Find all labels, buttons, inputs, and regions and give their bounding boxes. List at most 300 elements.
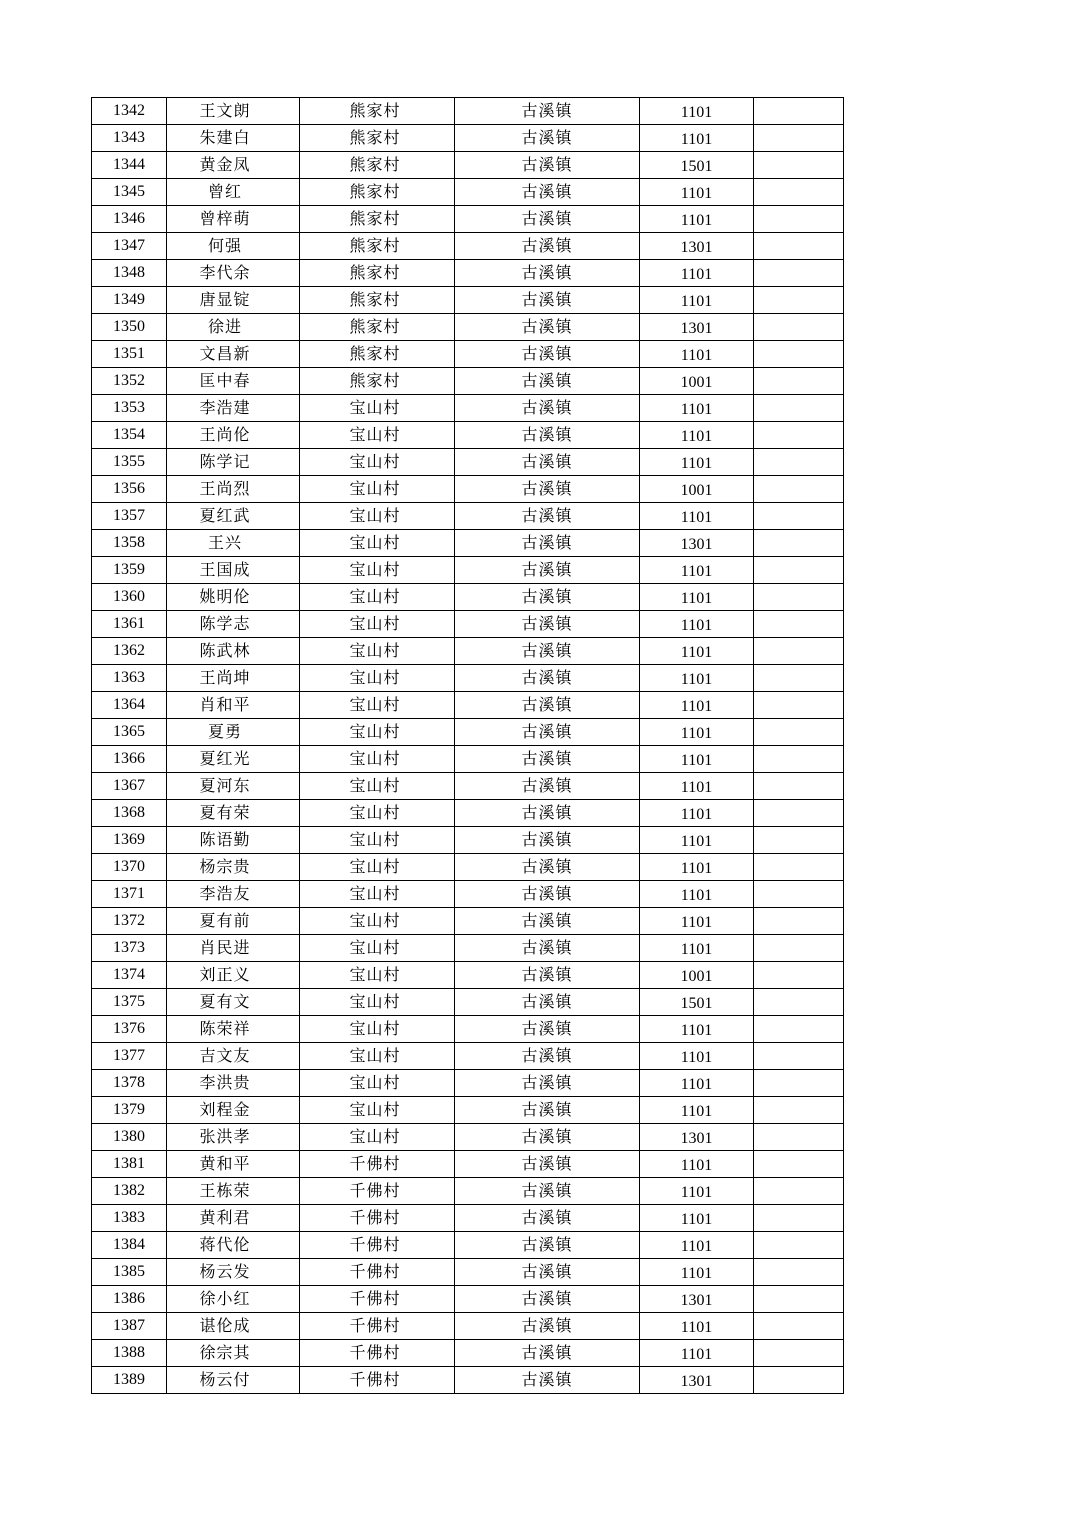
note-cell [754, 611, 844, 638]
town-cell: 古溪镇 [455, 287, 640, 314]
town-cell: 古溪镇 [455, 638, 640, 665]
code-cell: 1101 [640, 98, 754, 125]
table-row [92, 1232, 844, 1259]
person-name-cell: 杨云付 [167, 1367, 300, 1394]
code-cell: 1101 [640, 638, 754, 665]
code-cell: 1101 [640, 827, 754, 854]
note-cell [754, 1124, 844, 1151]
town-cell: 古溪镇 [455, 935, 640, 962]
village-cell: 宝山村 [300, 854, 455, 881]
village-cell: 宝山村 [300, 1097, 455, 1124]
note-cell [754, 908, 844, 935]
village-cell: 宝山村 [300, 827, 455, 854]
table-row [92, 260, 844, 287]
record-number-cell: 1372 [92, 908, 167, 935]
note-cell [754, 314, 844, 341]
record-number-cell: 1383 [92, 1205, 167, 1232]
note-cell [754, 1340, 844, 1367]
person-name-cell: 黄金凤 [167, 152, 300, 179]
person-name-cell: 陈荣祥 [167, 1016, 300, 1043]
town-cell: 古溪镇 [455, 1016, 640, 1043]
record-number-cell: 1374 [92, 962, 167, 989]
record-number-cell: 1380 [92, 1124, 167, 1151]
village-cell: 熊家村 [300, 206, 455, 233]
note-cell [754, 233, 844, 260]
record-number-cell: 1360 [92, 584, 167, 611]
person-name-cell: 王文朗 [167, 98, 300, 125]
person-name-cell: 王国成 [167, 557, 300, 584]
note-cell [754, 827, 844, 854]
code-cell: 1101 [640, 1016, 754, 1043]
note-cell [754, 1232, 844, 1259]
village-cell: 宝山村 [300, 746, 455, 773]
town-cell: 古溪镇 [455, 233, 640, 260]
note-cell [754, 1367, 844, 1394]
note-cell [754, 800, 844, 827]
code-cell: 1101 [640, 692, 754, 719]
table-row [92, 638, 844, 665]
code-cell: 1301 [640, 314, 754, 341]
table-row [92, 368, 844, 395]
person-name-cell: 徐小红 [167, 1286, 300, 1313]
table-row [92, 1016, 844, 1043]
person-name-cell: 朱建白 [167, 125, 300, 152]
note-cell [754, 206, 844, 233]
town-cell: 古溪镇 [455, 908, 640, 935]
note-cell [754, 1151, 844, 1178]
note-cell [754, 1205, 844, 1232]
town-cell: 古溪镇 [455, 1205, 640, 1232]
town-cell: 古溪镇 [455, 179, 640, 206]
village-cell: 宝山村 [300, 935, 455, 962]
note-cell [754, 287, 844, 314]
code-cell: 1301 [640, 1286, 754, 1313]
note-cell [754, 125, 844, 152]
records-table [91, 97, 844, 1394]
note-cell [754, 1178, 844, 1205]
code-cell: 1101 [640, 665, 754, 692]
town-cell: 古溪镇 [455, 1124, 640, 1151]
person-name-cell: 夏有文 [167, 989, 300, 1016]
village-cell: 宝山村 [300, 1043, 455, 1070]
village-cell: 宝山村 [300, 503, 455, 530]
town-cell: 古溪镇 [455, 611, 640, 638]
table-row [92, 935, 844, 962]
table-row [92, 449, 844, 476]
village-cell: 宝山村 [300, 692, 455, 719]
town-cell: 古溪镇 [455, 395, 640, 422]
note-cell [754, 98, 844, 125]
town-cell: 古溪镇 [455, 1151, 640, 1178]
table-row [92, 854, 844, 881]
record-number-cell: 1373 [92, 935, 167, 962]
code-cell: 1101 [640, 260, 754, 287]
table-row [92, 908, 844, 935]
town-cell: 古溪镇 [455, 962, 640, 989]
town-cell: 古溪镇 [455, 1286, 640, 1313]
code-cell: 1101 [640, 1043, 754, 1070]
village-cell: 宝山村 [300, 422, 455, 449]
town-cell: 古溪镇 [455, 503, 640, 530]
person-name-cell: 张洪孝 [167, 1124, 300, 1151]
note-cell [754, 584, 844, 611]
person-name-cell: 姚明伦 [167, 584, 300, 611]
table-row [92, 1097, 844, 1124]
village-cell: 千佛村 [300, 1205, 455, 1232]
code-cell: 1101 [640, 800, 754, 827]
table-row [92, 1151, 844, 1178]
code-cell: 1101 [640, 1259, 754, 1286]
code-cell: 1301 [640, 233, 754, 260]
person-name-cell: 徐宗其 [167, 1340, 300, 1367]
note-cell [754, 881, 844, 908]
record-number-cell: 1354 [92, 422, 167, 449]
code-cell: 1101 [640, 1097, 754, 1124]
code-cell: 1101 [640, 908, 754, 935]
record-number-cell: 1361 [92, 611, 167, 638]
person-name-cell: 李代余 [167, 260, 300, 287]
village-cell: 宝山村 [300, 1070, 455, 1097]
note-cell [754, 962, 844, 989]
record-number-cell: 1381 [92, 1151, 167, 1178]
town-cell: 古溪镇 [455, 368, 640, 395]
code-cell: 1101 [640, 206, 754, 233]
town-cell: 古溪镇 [455, 989, 640, 1016]
village-cell: 宝山村 [300, 1016, 455, 1043]
record-number-cell: 1379 [92, 1097, 167, 1124]
table-row [92, 1070, 844, 1097]
code-cell: 1101 [640, 1205, 754, 1232]
table-row [92, 1340, 844, 1367]
person-name-cell: 夏勇 [167, 719, 300, 746]
table-row [92, 476, 844, 503]
town-cell: 古溪镇 [455, 1232, 640, 1259]
village-cell: 千佛村 [300, 1178, 455, 1205]
record-number-cell: 1342 [92, 98, 167, 125]
code-cell: 1101 [640, 935, 754, 962]
table-row [92, 1259, 844, 1286]
record-number-cell: 1382 [92, 1178, 167, 1205]
record-number-cell: 1366 [92, 746, 167, 773]
record-number-cell: 1350 [92, 314, 167, 341]
village-cell: 熊家村 [300, 260, 455, 287]
person-name-cell: 何强 [167, 233, 300, 260]
person-name-cell: 陈武林 [167, 638, 300, 665]
person-name-cell: 夏有荣 [167, 800, 300, 827]
note-cell [754, 503, 844, 530]
person-name-cell: 吉文友 [167, 1043, 300, 1070]
table-row [92, 989, 844, 1016]
record-number-cell: 1359 [92, 557, 167, 584]
record-number-cell: 1353 [92, 395, 167, 422]
person-name-cell: 李浩建 [167, 395, 300, 422]
table-row [92, 1205, 844, 1232]
record-number-cell: 1344 [92, 152, 167, 179]
village-cell: 宝山村 [300, 773, 455, 800]
town-cell: 古溪镇 [455, 665, 640, 692]
village-cell: 熊家村 [300, 152, 455, 179]
record-number-cell: 1388 [92, 1340, 167, 1367]
code-cell: 1101 [640, 881, 754, 908]
table-row [92, 98, 844, 125]
town-cell: 古溪镇 [455, 206, 640, 233]
table-row [92, 692, 844, 719]
village-cell: 熊家村 [300, 368, 455, 395]
code-cell: 1101 [640, 746, 754, 773]
person-name-cell: 夏有前 [167, 908, 300, 935]
village-cell: 宝山村 [300, 800, 455, 827]
village-cell: 宝山村 [300, 1124, 455, 1151]
person-name-cell: 夏红武 [167, 503, 300, 530]
town-cell: 古溪镇 [455, 422, 640, 449]
table-row [92, 800, 844, 827]
code-cell: 1101 [640, 557, 754, 584]
code-cell: 1001 [640, 368, 754, 395]
town-cell: 古溪镇 [455, 827, 640, 854]
note-cell [754, 422, 844, 449]
village-cell: 宝山村 [300, 881, 455, 908]
person-name-cell: 刘正义 [167, 962, 300, 989]
note-cell [754, 692, 844, 719]
person-name-cell: 匡中春 [167, 368, 300, 395]
note-cell [754, 152, 844, 179]
code-cell: 1101 [640, 1313, 754, 1340]
town-cell: 古溪镇 [455, 341, 640, 368]
record-number-cell: 1355 [92, 449, 167, 476]
person-name-cell: 夏红光 [167, 746, 300, 773]
record-number-cell: 1348 [92, 260, 167, 287]
person-name-cell: 肖和平 [167, 692, 300, 719]
note-cell [754, 1097, 844, 1124]
village-cell: 千佛村 [300, 1313, 455, 1340]
person-name-cell: 刘程金 [167, 1097, 300, 1124]
person-name-cell: 陈语勤 [167, 827, 300, 854]
note-cell [754, 773, 844, 800]
person-name-cell: 杨宗贵 [167, 854, 300, 881]
record-number-cell: 1370 [92, 854, 167, 881]
code-cell: 1501 [640, 152, 754, 179]
code-cell: 1101 [640, 611, 754, 638]
note-cell [754, 1259, 844, 1286]
note-cell [754, 260, 844, 287]
record-number-cell: 1349 [92, 287, 167, 314]
town-cell: 古溪镇 [455, 800, 640, 827]
code-cell: 1101 [640, 1232, 754, 1259]
record-number-cell: 1377 [92, 1043, 167, 1070]
table-body [92, 98, 844, 1394]
note-cell [754, 179, 844, 206]
table-row [92, 1124, 844, 1151]
person-name-cell: 李洪贵 [167, 1070, 300, 1097]
person-name-cell: 黄利君 [167, 1205, 300, 1232]
table-row [92, 314, 844, 341]
code-cell: 1101 [640, 395, 754, 422]
note-cell [754, 1016, 844, 1043]
record-number-cell: 1385 [92, 1259, 167, 1286]
village-cell: 熊家村 [300, 125, 455, 152]
person-name-cell: 王兴 [167, 530, 300, 557]
person-name-cell: 唐显锭 [167, 287, 300, 314]
village-cell: 宝山村 [300, 449, 455, 476]
table-row [92, 179, 844, 206]
table-row [92, 1313, 844, 1340]
record-number-cell: 1346 [92, 206, 167, 233]
note-cell [754, 557, 844, 584]
record-number-cell: 1347 [92, 233, 167, 260]
code-cell: 1101 [640, 1178, 754, 1205]
town-cell: 古溪镇 [455, 584, 640, 611]
table-row [92, 233, 844, 260]
town-cell: 古溪镇 [455, 1178, 640, 1205]
town-cell: 古溪镇 [455, 773, 640, 800]
town-cell: 古溪镇 [455, 152, 640, 179]
record-number-cell: 1367 [92, 773, 167, 800]
town-cell: 古溪镇 [455, 98, 640, 125]
person-name-cell: 谌伦成 [167, 1313, 300, 1340]
village-cell: 宝山村 [300, 476, 455, 503]
town-cell: 古溪镇 [455, 530, 640, 557]
record-number-cell: 1358 [92, 530, 167, 557]
code-cell: 1101 [640, 854, 754, 881]
code-cell: 1101 [640, 341, 754, 368]
person-name-cell: 王尚坤 [167, 665, 300, 692]
person-name-cell: 王栋荣 [167, 1178, 300, 1205]
table-row [92, 206, 844, 233]
town-cell: 古溪镇 [455, 1070, 640, 1097]
code-cell: 1301 [640, 1124, 754, 1151]
town-cell: 古溪镇 [455, 1043, 640, 1070]
code-cell: 1501 [640, 989, 754, 1016]
town-cell: 古溪镇 [455, 449, 640, 476]
village-cell: 熊家村 [300, 287, 455, 314]
village-cell: 千佛村 [300, 1151, 455, 1178]
table-row [92, 125, 844, 152]
record-number-cell: 1343 [92, 125, 167, 152]
code-cell: 1001 [640, 476, 754, 503]
code-cell: 1101 [640, 287, 754, 314]
person-name-cell: 蒋代伦 [167, 1232, 300, 1259]
person-name-cell: 肖民进 [167, 935, 300, 962]
code-cell: 1101 [640, 449, 754, 476]
table-row [92, 1286, 844, 1313]
table-row [92, 827, 844, 854]
town-cell: 古溪镇 [455, 1259, 640, 1286]
record-number-cell: 1378 [92, 1070, 167, 1097]
record-number-cell: 1345 [92, 179, 167, 206]
table-row [92, 1178, 844, 1205]
town-cell: 古溪镇 [455, 260, 640, 287]
table-row [92, 719, 844, 746]
note-cell [754, 638, 844, 665]
person-name-cell: 曾梓萌 [167, 206, 300, 233]
person-name-cell: 陈学记 [167, 449, 300, 476]
note-cell [754, 341, 844, 368]
record-number-cell: 1357 [92, 503, 167, 530]
village-cell: 熊家村 [300, 341, 455, 368]
village-cell: 宝山村 [300, 584, 455, 611]
record-number-cell: 1387 [92, 1313, 167, 1340]
record-number-cell: 1368 [92, 800, 167, 827]
table-row [92, 557, 844, 584]
note-cell [754, 368, 844, 395]
code-cell: 1101 [640, 719, 754, 746]
record-number-cell: 1375 [92, 989, 167, 1016]
person-name-cell: 曾红 [167, 179, 300, 206]
village-cell: 熊家村 [300, 233, 455, 260]
record-number-cell: 1356 [92, 476, 167, 503]
town-cell: 古溪镇 [455, 1097, 640, 1124]
table-row [92, 584, 844, 611]
record-number-cell: 1389 [92, 1367, 167, 1394]
village-cell: 千佛村 [300, 1286, 455, 1313]
table-row [92, 395, 844, 422]
person-name-cell: 夏河东 [167, 773, 300, 800]
person-name-cell: 杨云发 [167, 1259, 300, 1286]
code-cell: 1101 [640, 179, 754, 206]
code-cell: 1101 [640, 1070, 754, 1097]
code-cell: 1301 [640, 1367, 754, 1394]
town-cell: 古溪镇 [455, 692, 640, 719]
village-cell: 千佛村 [300, 1232, 455, 1259]
village-cell: 宝山村 [300, 665, 455, 692]
record-number-cell: 1369 [92, 827, 167, 854]
village-cell: 宝山村 [300, 962, 455, 989]
code-cell: 1101 [640, 773, 754, 800]
note-cell [754, 719, 844, 746]
code-cell: 1101 [640, 503, 754, 530]
village-cell: 宝山村 [300, 611, 455, 638]
town-cell: 古溪镇 [455, 125, 640, 152]
note-cell [754, 476, 844, 503]
table-row [92, 422, 844, 449]
village-cell: 熊家村 [300, 98, 455, 125]
person-name-cell: 陈学志 [167, 611, 300, 638]
note-cell [754, 935, 844, 962]
table-row [92, 665, 844, 692]
village-cell: 宝山村 [300, 557, 455, 584]
table-row [92, 1367, 844, 1394]
note-cell [754, 1313, 844, 1340]
person-name-cell: 黄和平 [167, 1151, 300, 1178]
note-cell [754, 1043, 844, 1070]
village-cell: 千佛村 [300, 1259, 455, 1286]
record-number-cell: 1384 [92, 1232, 167, 1259]
table-row [92, 746, 844, 773]
village-cell: 宝山村 [300, 395, 455, 422]
village-cell: 熊家村 [300, 179, 455, 206]
town-cell: 古溪镇 [455, 746, 640, 773]
code-cell: 1101 [640, 125, 754, 152]
table-row [92, 773, 844, 800]
person-name-cell: 徐进 [167, 314, 300, 341]
town-cell: 古溪镇 [455, 854, 640, 881]
code-cell: 1301 [640, 530, 754, 557]
person-name-cell: 李浩友 [167, 881, 300, 908]
record-number-cell: 1364 [92, 692, 167, 719]
table-row [92, 962, 844, 989]
code-cell: 1001 [640, 962, 754, 989]
code-cell: 1101 [640, 422, 754, 449]
town-cell: 古溪镇 [455, 719, 640, 746]
table-row [92, 1043, 844, 1070]
code-cell: 1101 [640, 584, 754, 611]
record-number-cell: 1376 [92, 1016, 167, 1043]
town-cell: 古溪镇 [455, 557, 640, 584]
note-cell [754, 530, 844, 557]
note-cell [754, 395, 844, 422]
note-cell [754, 449, 844, 476]
table-row [92, 530, 844, 557]
